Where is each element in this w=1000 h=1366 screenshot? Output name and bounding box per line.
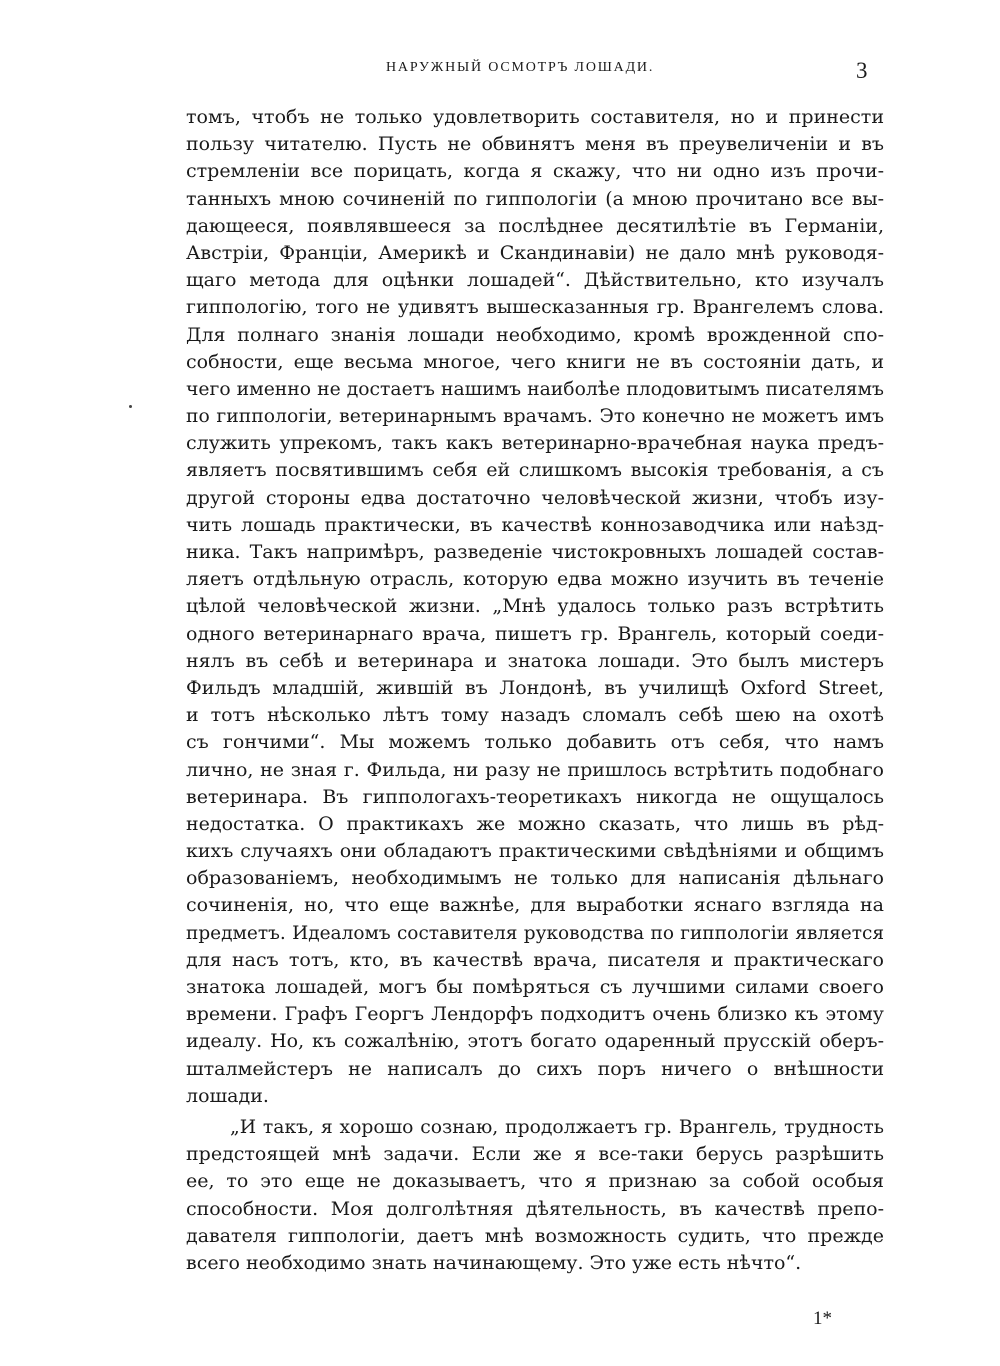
text-line: танныхъ мною сочиненій по гиппологіи (а мною прочитано все вы- xyxy=(186,187,884,210)
text-line: щаго метода для оцѣнки лошадей“. Дѣйствительно, кто изучалъ xyxy=(186,269,884,292)
text-line: недостатка. О практикахъ же можно сказать, что лишь въ рѣд- xyxy=(186,812,884,835)
text-line: нялъ въ себѣ и ветеринара и знатока лошади. Это былъ мистеръ xyxy=(186,649,884,672)
text-line: давателя гиппологіи, даетъ мнѣ возможность судить, что прежде xyxy=(186,1224,884,1247)
text-line: цѣлой человѣческой жизни. „Мнѣ удалось только разъ встрѣтить xyxy=(186,595,884,618)
signature-mark: 1* xyxy=(813,1308,832,1329)
text-line: предстоящей мнѣ задачи. Если же я все-таки берусь разрѣшить xyxy=(186,1143,884,1166)
text-line: ляетъ отдѣльную отрасль, которую едва можно изучить въ теченіе xyxy=(186,568,884,591)
text-line: сочиненія, но, что еще важнѣе, для выработки яснаго взгляда на xyxy=(186,894,884,917)
text-line: собности, еще весьма многое, чего книги не въ состояніи дать, и xyxy=(186,350,884,373)
text-line: служить упрекомъ, такъ какъ ветеринарно-врачебная наука предъ- xyxy=(186,432,884,455)
text-line: чить лошадь практически, въ качествѣ коннозаводчика или наѣзд- xyxy=(186,513,884,536)
paragraph-1 xyxy=(186,104,884,1110)
text-line: Австріи, Франціи, Америкѣ и Скандинавіи) не дало мнѣ руководя- xyxy=(186,241,884,264)
running-head: НАРУЖНЫЙ ОСМОТРЪ ЛОШАДИ. xyxy=(386,60,655,75)
text-line: предметъ. Идеаломъ составителя руководства по гиппологіи является xyxy=(186,922,884,944)
margin-speck xyxy=(129,405,132,408)
text-line: чего именно не достаетъ нашимъ наиболѣе плодовитымъ писателямъ xyxy=(186,378,884,400)
text-line: лошади. xyxy=(186,1084,269,1107)
text-line: дающееся, появлявшееся за послѣднее десятилѣтіе въ Германіи, xyxy=(186,214,884,237)
text-line: времени. Графъ Георгъ Лендорфъ подходитъ очень близко къ этому xyxy=(186,1003,884,1026)
text-line: ветеринара. Въ гиппологахъ-теоретикахъ никогда не ощущалось xyxy=(186,785,884,808)
text-line: „И такъ, я хорошо сознаю, продолжаетъ гр. Врангель, трудность xyxy=(230,1116,884,1138)
text-line: Фильдъ младшій, жившій въ Лондонѣ, въ училищѣ Oxford Street, xyxy=(186,676,884,699)
text-line: знатока лошадей, могъ бы помѣряться съ лучшими силами своего xyxy=(186,976,884,998)
text-line: для насъ тотъ, кто, въ качествѣ врача, писателя и практическаго xyxy=(186,948,884,971)
text-line: одного ветеринарнаго врача, пишетъ гр. Врангель, который соеди- xyxy=(186,622,884,645)
text-line: по гиппологіи, ветеринарнымъ врачамъ. Это конечно не можетъ имъ xyxy=(186,406,884,428)
text-line: гиппологію, того не удивятъ вышесказанныя гр. Врангелемъ слова. xyxy=(186,296,884,319)
text-line: и тотъ нѣсколько лѣтъ тому назадъ сломалъ себѣ шею на охотѣ xyxy=(186,704,884,727)
text-line: съ гончими“. Мы можемъ только добавить отъ себя, что намъ xyxy=(186,731,884,754)
text-line: образованіемъ, необходимымъ не только для написанія дѣльнаго xyxy=(186,867,884,890)
text-line: идеалу. Но, къ сожалѣнію, этотъ богато одаренный прусскій оберъ- xyxy=(186,1030,884,1053)
text-line: всего необходимо знать начинающему. Это уже есть нѣчто“. xyxy=(186,1251,802,1274)
page-number: 3 xyxy=(856,58,868,83)
text-line: кихъ случаяхъ они обладаютъ практическими свѣдѣніями и общимъ xyxy=(186,840,884,863)
text-line: лично, не зная г. Фильда, ни разу не пришлось встрѣтить подобнаго xyxy=(186,758,884,781)
text-line: другой стороны едва достаточно человѣческой жизни, чтобъ изу- xyxy=(186,486,884,509)
text-line: стремленіи все порицать, когда я скажу, что ни одно изъ прочи- xyxy=(186,160,884,183)
text-line: Для полнаго знанія лошади необходимо, кромѣ врожденной спо- xyxy=(186,323,884,346)
text-line: томъ, чтобъ не только удовлетворить составителя, но и принести xyxy=(186,106,884,128)
text-line: способности. Моя долголѣтняя дѣятельность, въ качествѣ препо- xyxy=(186,1197,884,1220)
paragraph-2 xyxy=(186,1114,884,1277)
body-text xyxy=(186,104,884,1277)
text-line: ее, то это еще не доказываетъ, что я признаю за собой особыя xyxy=(186,1170,884,1193)
text-line: пользу читателю. Пусть не обвинятъ меня въ преувеличеніи и въ xyxy=(186,133,884,156)
text-line: являетъ посвятившимъ себя ей слишкомъ высокія требованія, а съ xyxy=(186,459,884,482)
text-line: шталмейстеръ не написалъ до сихъ поръ ничего о внѣшности xyxy=(186,1057,884,1080)
text-line: ника. Такъ напримѣръ, разведеніе чистокровныхъ лошадей состав- xyxy=(186,541,884,563)
